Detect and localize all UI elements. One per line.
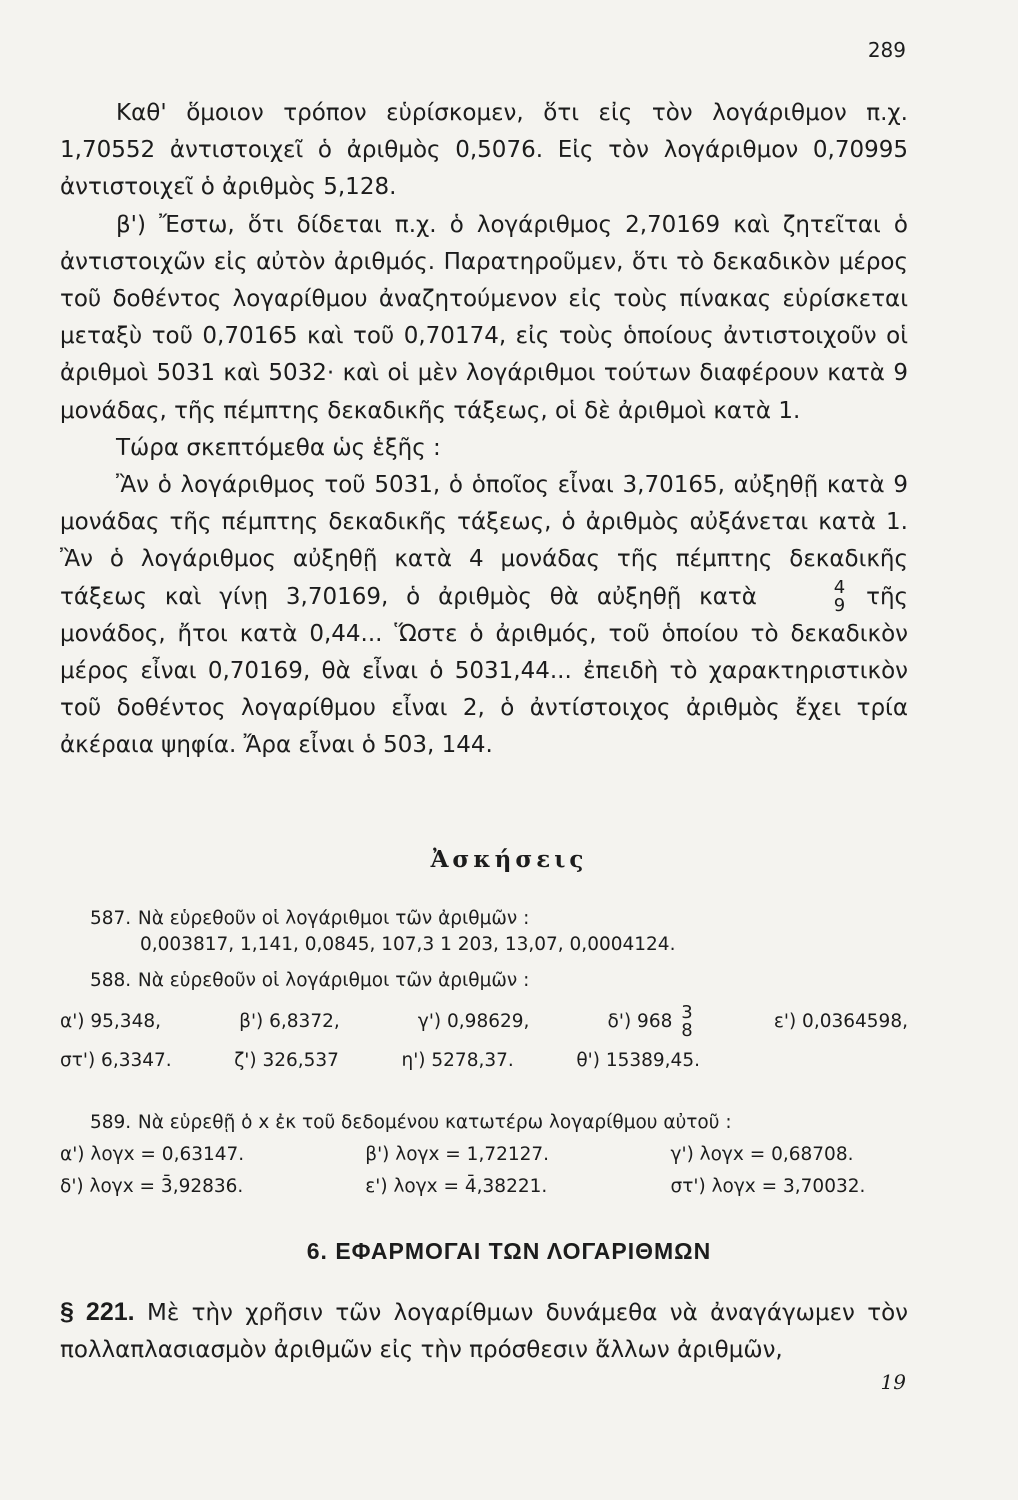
exercise-589-row-2: [60, 1174, 908, 1200]
exercises-heading: Ἀσκήσεις: [430, 846, 588, 873]
exercise-588-e: ε') 0,0364598,: [773, 1011, 908, 1032]
exercise-588-b: β') 6,8372,: [239, 1011, 340, 1032]
paragraph-3: Τώρα σκεπτόμεθα ὡς ἑξῆς :: [116, 434, 441, 461]
fraction-denominator: 8: [681, 1020, 693, 1041]
paragraph-4-end: τῆς μονάδος, ἤτοι κατὰ 0,44... Ὥστε ὁ ἀριθμός, τοῦ ὁποίου τὸ δεκαδικὸν μέρος εἶναι 0,70169, θὰ εἶναι ὁ 5031,44... ἐπειδὴ τὸ χαρακτηριστικὸν τοῦ δοθέντος λογαρίθμου εἶναι 2, ὁ ἀντίστοιχος ἀριθμὸς ἔχει τρία ἀκέραια ψηφία. Ἄρα εἶναι ὁ 503, 144.: [60, 583, 909, 759]
exercise-589-text: Νὰ εὑρεθῇ ὁ x ἐκ τοῦ δεδομένου κατωτέρω λογαρίθμου αὐτοῦ :: [137, 1112, 732, 1133]
section-heading: 6. ΕΦΑΡΜΟΓΑΙ ΤΩΝ ΛΟΓΑΡΙΘΜΩΝ: [306, 1238, 712, 1264]
fraction-4-9: [778, 579, 845, 615]
exercise-589-e: ε') λογx = 4̄,38221.: [365, 1176, 548, 1197]
paragraph-221: [60, 1294, 908, 1369]
exercise-588-a: α') 95,348,: [60, 1011, 161, 1032]
page-number: 289: [867, 38, 906, 62]
paragraph-221-text: Μὲ τὴν χρῆσιν τῶν λογαρίθμων δυνάμεθα νὰ ἀναγάγωμεν τὸν πολλαπλασιασμὸν ἀριθμῶν εἰς τὴν πρόσθεσιν ἄλλων ἀριθμῶν,: [60, 1300, 908, 1364]
fraction-3-8: [681, 1004, 692, 1040]
exercise-589-st: στ') λογx = 3,70032.: [670, 1176, 866, 1197]
exercise-589: [60, 1110, 908, 1200]
exercise-588-d: [608, 1004, 696, 1040]
exercise-589-a: α') λογx = 0,63147.: [60, 1144, 245, 1165]
exercise-588-z: ζ') 326,537: [234, 1050, 339, 1071]
exercise-588-st: στ') 6,3347.: [60, 1050, 172, 1071]
sheet-number: 19: [880, 1370, 906, 1394]
exercise-588-number: 588.: [90, 970, 132, 991]
exercise-587-text: Νὰ εὑρεθοῦν οἱ λογάριθμοι τῶν ἀριθμῶν :: [137, 908, 530, 929]
exercise-588-row-2: [60, 1048, 700, 1074]
exercise-589-b: β') λογx = 1,72127.: [365, 1144, 550, 1165]
exercise-587: [60, 906, 908, 958]
exercise-588-h: η') 5278,37.: [401, 1050, 514, 1071]
paragraph-1: Καθ' ὅμοιον τρόπον εὑρίσκομεν, ὅτι εἰς τὸν λογάριθμον π.χ. 1,70552 ἀντιστοιχεῖ ὁ ἀριθμὸς 0,5076. Εἰς τὸν λογάριθμον 0,70995 ἀντιστοιχεῖ ὁ ἀριθμὸς 5,128.: [60, 100, 908, 201]
fraction-numerator: 3: [681, 1002, 693, 1023]
fraction-numerator: 4: [833, 577, 846, 599]
exercise-588-c: γ') 0,98629,: [417, 1011, 530, 1032]
exercise-589-row-1: [60, 1142, 908, 1168]
paragraph-4-start: Ἂν ὁ λογάριθμος τοῦ 5031, ὁ ὁποῖος εἶναι 3,70165, αὐξηθῇ κατὰ 9 μονάδας τῆς πέμπτης δεκαδικῆς τάξεως, ὁ ἀριθμὸς αὐξάνεται κατὰ 1. Ἂν ὁ λογάριθμος αὐξηθῇ κατὰ 4 μονάδας τῆς πέμπτης δεκαδικῆς τάξεως καὶ γίνῃ 3,70169, ὁ ἀριθμὸς θὰ αὐξηθῇ κατὰ: [60, 472, 908, 610]
exercise-588-row-1: [60, 1004, 908, 1040]
exercise-589-number: 589.: [90, 1112, 132, 1133]
paragraph-2: β') Ἔστω, ὅτι δίδεται π.χ. ὁ λογάριθμος 2,70169 καὶ ζητεῖται ὁ ἀντιστοιχῶν εἰς αὐτὸν ἀριθμός. Παρατηροῦμεν, ὅτι τὸ δεκαδικὸν μέρος τοῦ δοθέντος λογαρίθμου ἀναζητούμενον εἰς τοὺς πίνακας εὑρίσκεται μεταξὺ τοῦ 0,70165 καὶ τοῦ 0,70174, εἰς τοὺς ὁποίους ἀντιστοιχοῦν οἱ ἀριθμοὶ 5031 καὶ 5032· καὶ οἱ μὲν λογάριθμοι τούτων διαφέρουν κατὰ 9 μονάδας, τῆς πέμπτης δεκαδικῆς τάξεως, οἱ δὲ ἀριθμοὶ κατὰ 1.: [60, 211, 908, 424]
paragraph-4: [60, 467, 908, 765]
section-number: § 221.: [60, 1298, 135, 1326]
exercise-589-c: γ') λογx = 0,68708.: [670, 1144, 854, 1165]
exercise-588-d-whole: δ') 968: [607, 1011, 673, 1032]
exercise-588: [60, 968, 908, 1074]
body-text: [60, 95, 908, 765]
exercise-587-values: 0,003817, 1,141, 0,0845, 107,3 1 203, 13,07, 0,0004124.: [140, 934, 676, 955]
exercise-587-number: 587.: [90, 908, 132, 929]
exercise-588-th: θ') 15389,45.: [576, 1050, 700, 1071]
fraction-denominator: 9: [833, 595, 846, 617]
exercise-589-d: δ') λογx = 3̄,92836.: [60, 1176, 244, 1197]
exercise-588-text: Νὰ εὑρεθοῦν οἱ λογάριθμοι τῶν ἀριθμῶν :: [137, 970, 530, 991]
